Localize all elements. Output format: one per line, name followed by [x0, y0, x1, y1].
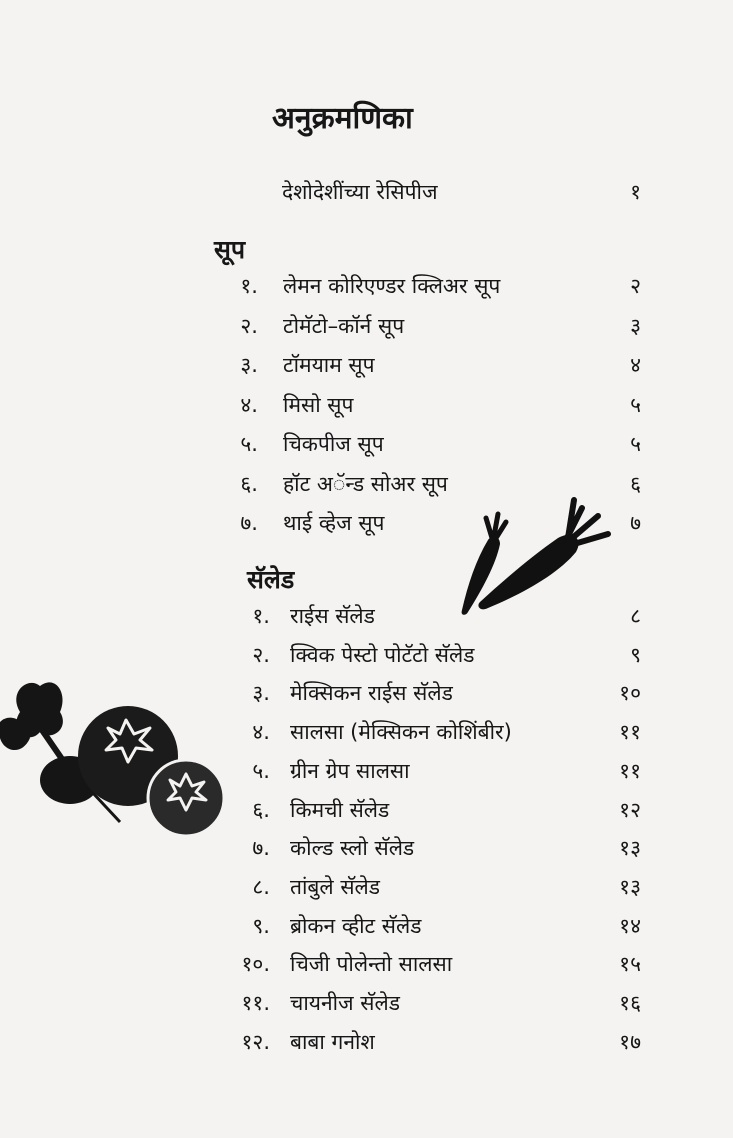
entry-number: ४.	[240, 392, 258, 417]
entry-number: ३.	[240, 353, 258, 377]
entry-number: ५.	[252, 758, 270, 783]
entry-number: ८.	[252, 874, 270, 899]
entry-number: ६.	[252, 797, 270, 822]
entry-number: ३.	[252, 681, 270, 706]
soup-toc-entry	[0, 272, 733, 308]
soup-toc-entry	[0, 509, 733, 545]
entry-number: ७.	[240, 511, 258, 535]
entry-title: चायनीज सॅलेड	[290, 991, 400, 1015]
entry-title: चिजी पोलेन्तो सालसा	[290, 952, 453, 977]
entry-number: ९.	[252, 913, 270, 938]
intro-entry-label: देशोदेशींच्या रेसिपीज	[282, 180, 438, 204]
entry-page-number: १७	[619, 1029, 641, 1054]
entry-page-number: १०	[619, 681, 641, 706]
entry-number: २.	[252, 642, 270, 667]
entry-title: मिसो सूप	[283, 392, 354, 417]
entry-page-number: ११	[619, 720, 641, 745]
entry-number: १.	[240, 274, 258, 298]
salad-toc-entry	[0, 1028, 733, 1064]
entry-title: हॉट अॅन्ड सोअर सूप	[283, 471, 448, 496]
entry-number: ७.	[252, 836, 270, 861]
entry-page-number: १५	[619, 952, 641, 977]
soup-toc-entry	[0, 351, 733, 387]
salad-toc-entry	[0, 602, 733, 638]
entry-page-number: ११	[619, 758, 641, 783]
page-title: अनुक्रमणिका	[272, 101, 413, 136]
entry-page-number: १३	[619, 874, 641, 899]
entry-page-number: ५	[630, 432, 641, 456]
entry-page-number: ३	[630, 313, 641, 338]
entry-page-number: १४	[619, 913, 641, 938]
entry-title: चिकपीज सूप	[283, 432, 384, 456]
entry-page-number: ७	[630, 511, 641, 535]
salad-toc-entry	[0, 873, 733, 909]
entry-page-number: ४	[630, 353, 641, 377]
entry-number: ५.	[240, 432, 258, 456]
section-heading-soup: सूप	[214, 235, 246, 264]
entry-title: क्विक पेस्टो पोटॅटो सॅलेड	[290, 642, 475, 667]
entry-title: किमची सॅलेड	[290, 797, 390, 822]
carrots-illustration	[448, 494, 616, 620]
soup-toc-entry	[0, 391, 733, 427]
entry-title: थाई व्हेज सूप	[283, 511, 385, 535]
entry-page-number: ५	[630, 392, 641, 417]
entry-page-number: ६	[630, 471, 641, 496]
entry-title: ब्रोकन व्हीट सॅलेड	[290, 913, 422, 938]
entry-page-number: १२	[619, 797, 641, 822]
entry-number: ४.	[252, 720, 270, 745]
entry-number: ६.	[240, 471, 258, 496]
soup-toc-entry	[0, 430, 733, 466]
entry-number: ११.	[241, 991, 270, 1015]
salad-toc-entry	[0, 950, 733, 986]
entry-title: बाबा गनोश	[290, 1029, 375, 1054]
tomato-small-icon	[148, 760, 224, 836]
entry-number: १.	[252, 604, 270, 628]
entry-page-number: १३	[619, 836, 641, 861]
soup-toc-entry	[0, 312, 733, 348]
salad-toc-entry	[0, 989, 733, 1025]
salad-toc-entry	[0, 912, 733, 948]
entry-title: मेक्सिकन राईस सॅलेड	[290, 681, 453, 706]
vegetables-illustration	[0, 672, 232, 842]
intro-entry-page: १	[630, 180, 641, 204]
entry-title: सालसा (मेक्सिकन कोशिंबीर)	[290, 720, 512, 745]
entry-number: १२.	[241, 1029, 270, 1054]
entry-title: राईस सॅलेड	[290, 604, 375, 628]
entry-number: २.	[240, 313, 258, 338]
entry-title: तांबुले सॅलेड	[290, 874, 380, 899]
entry-page-number: २	[630, 274, 641, 298]
entry-title: ग्रीन ग्रेप सालसा	[290, 758, 410, 783]
entry-title: कोल्ड स्लो सॅलेड	[290, 836, 415, 861]
section-heading-salad: सॅलेड	[247, 565, 295, 594]
entry-title: टॉमयाम सूप	[283, 353, 375, 377]
entry-page-number: ८	[630, 604, 641, 628]
entry-title: लेमन कोरिएण्डर क्लिअर सूप	[283, 274, 501, 298]
soup-toc-entry	[0, 470, 733, 506]
entry-page-number: ९	[630, 642, 641, 667]
entry-page-number: १६	[619, 991, 641, 1015]
entry-title: टोमॅटो–कॉर्न सूप	[283, 313, 405, 338]
entry-number: १०.	[241, 952, 270, 977]
